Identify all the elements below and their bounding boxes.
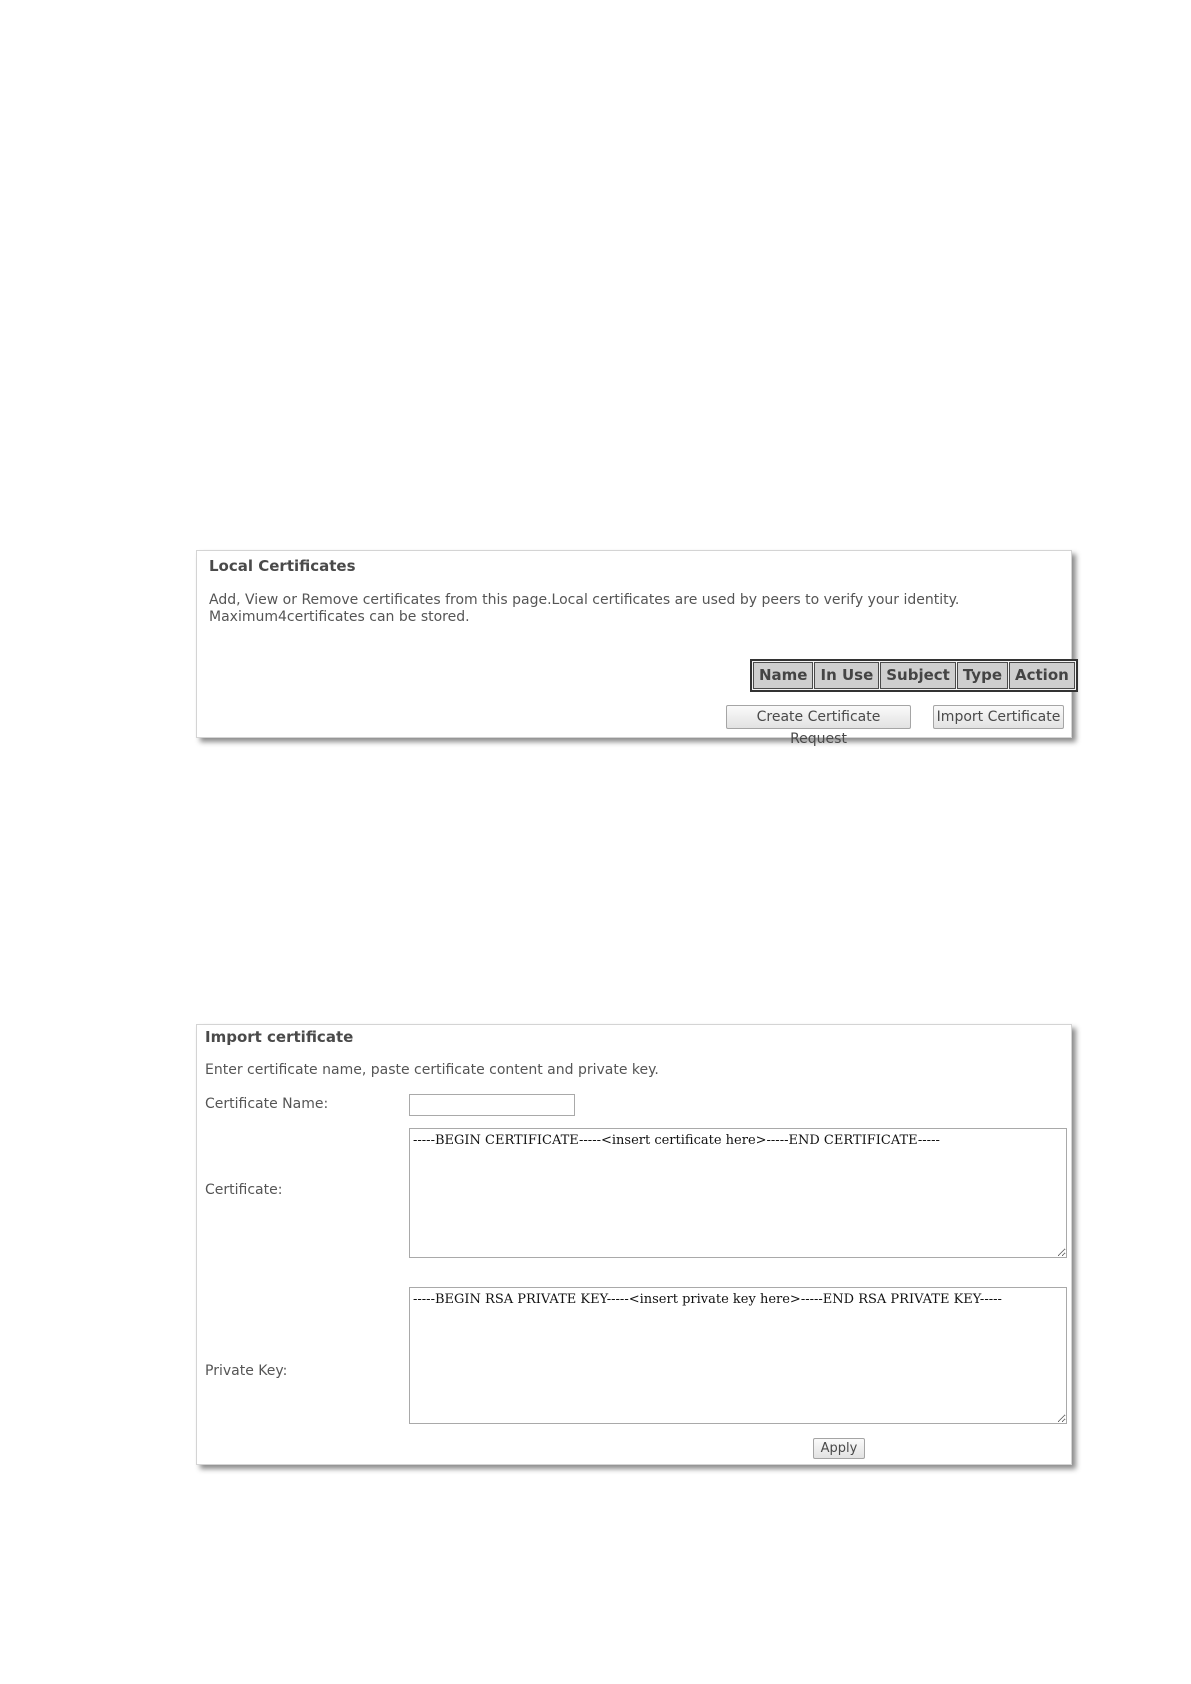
- column-header-subject: Subject: [880, 662, 956, 689]
- table-header-row: [753, 662, 1075, 689]
- column-header-type: Type: [957, 662, 1008, 689]
- private-key-label: Private Key:: [205, 1363, 288, 1379]
- column-header-in-use: In Use: [814, 662, 879, 689]
- import-certificate-button[interactable]: Import Certificate: [933, 705, 1064, 729]
- import-certificate-panel: [196, 1024, 1072, 1465]
- local-certificates-description: Add, View or Remove certificates from this page.Local certificates are used by peers to verify your identity.: [209, 592, 960, 608]
- certificate-label: Certificate:: [205, 1182, 283, 1198]
- column-header-name: Name: [753, 662, 813, 689]
- column-header-action: Action: [1009, 662, 1075, 689]
- local-certificates-title: Local Certificates: [209, 557, 356, 575]
- import-certificate-title: Import certificate: [205, 1028, 354, 1046]
- certificate-name-input[interactable]: [409, 1094, 575, 1116]
- local-certificates-table: [750, 659, 1078, 692]
- private-key-textarea[interactable]: [409, 1287, 1067, 1424]
- local-certificates-limit-note: Maximum4certificates can be stored.: [209, 609, 470, 625]
- import-certificate-instructions: Enter certificate name, paste certificate content and private key.: [205, 1062, 659, 1078]
- certificate-textarea[interactable]: [409, 1128, 1067, 1258]
- local-certificates-panel: [196, 550, 1072, 747]
- certificate-name-label: Certificate Name:: [205, 1096, 329, 1112]
- create-certificate-request-button[interactable]: Create Certificate Request: [726, 705, 911, 729]
- apply-button[interactable]: Apply: [813, 1438, 865, 1459]
